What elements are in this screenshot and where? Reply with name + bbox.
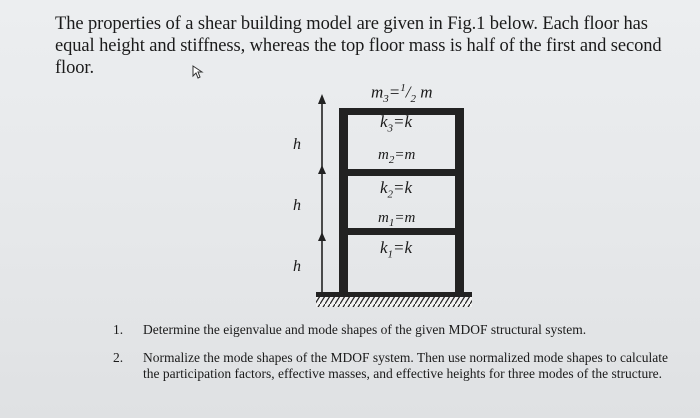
story-height-label-3: h [293,136,301,153]
task-item [113,322,673,338]
story-height-label-2: h [293,197,301,214]
floor-slab-1 [339,228,464,235]
task-text: Determine the eigenvalue and mode shapes of the given MDOF structural system. [143,322,587,337]
task-item [113,350,673,382]
ground-hatch [316,297,472,307]
m2-label: $m_2=m$ [378,147,416,166]
k3-label: $k_3=k$ [380,112,413,135]
ground-line [316,292,472,297]
story-height-label-1: h [293,258,301,275]
m3-label: $m_3=^1/_2$ m [371,82,433,106]
task-text: Normalize the mode shapes of the MDOF system. Then use normalized mode shapes to calculate the participation factors, effective masses, and effective heights for three modes of the structure. [143,350,668,381]
task-number: 1. [113,322,124,337]
problem-statement: The properties of a shear building model are given in Fig.1 below. Each floor has equal height and stiffness, whereas the top floor mass is half of the first and second floor. [55,14,662,78]
task-list [113,322,673,394]
m1-label: $m_1=m$ [378,210,416,229]
dimension-arrow-mid2 [318,232,326,241]
k1-label: $k_1=k$ [380,238,413,261]
k2-label: $k_2=k$ [380,178,413,201]
dimension-arrow-mid1 [318,165,326,174]
right-column [455,110,464,296]
left-column [339,110,348,296]
task-number: 2. [113,350,124,365]
floor-slab-2 [339,169,464,176]
dimension-arrow-top [318,94,326,104]
